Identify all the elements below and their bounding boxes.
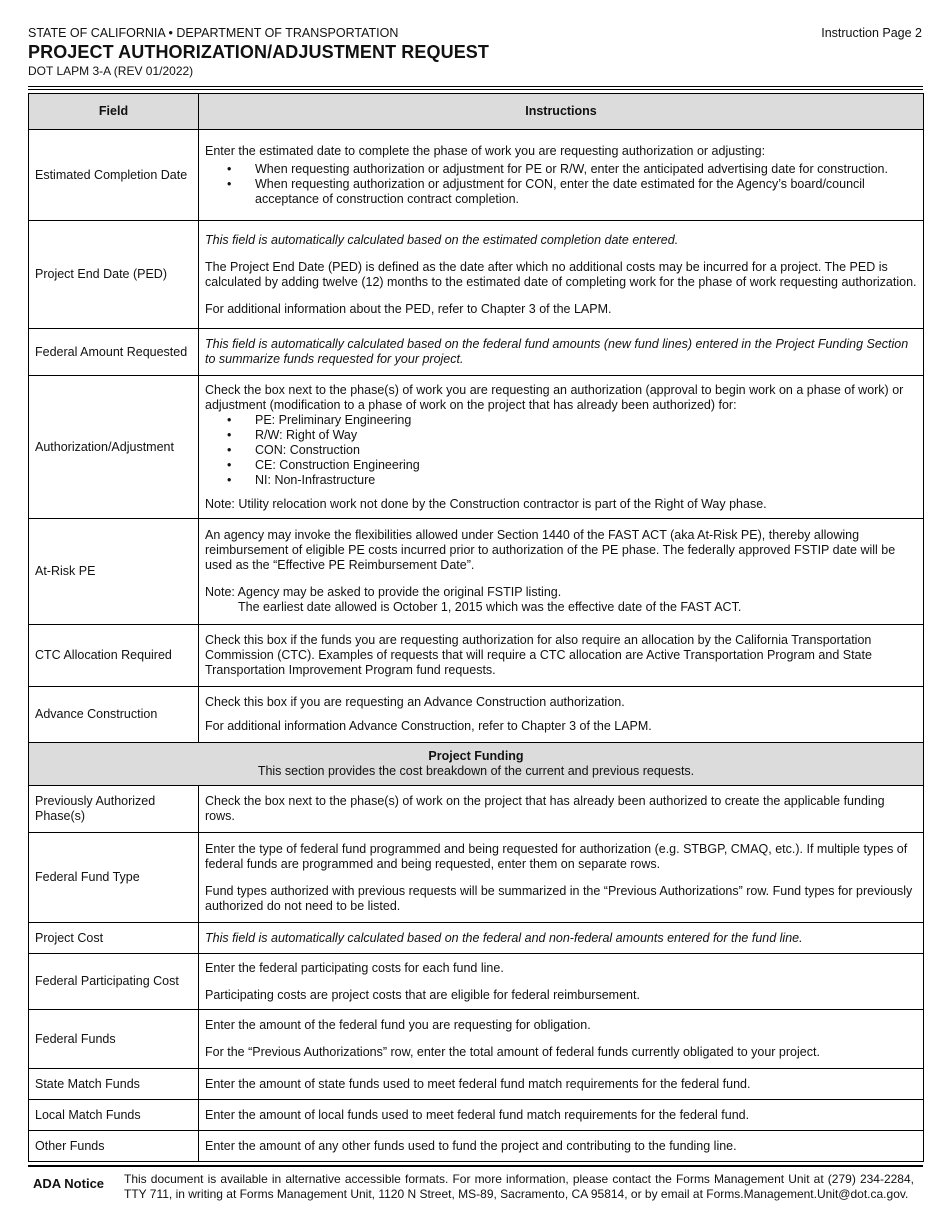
instruction-text: This field is automatically calculated based on the estimated completion date entered. [205, 232, 679, 247]
section-header-row [29, 743, 924, 786]
instruction-text: For additional information about the PED, refer to Chapter 3 of the LAPM. [205, 301, 612, 316]
instruction-text: Enter the estimated date to complete the phase of work you are requesting authorization or adjusting: [205, 143, 766, 158]
table-row [29, 519, 924, 625]
table-row [29, 1131, 924, 1162]
list-item: • PE: Preliminary Engineering [205, 413, 917, 428]
instruction-text: Check this box if you are requesting an Advance Construction authorization. [205, 695, 625, 709]
form-header [28, 26, 489, 79]
ada-notice-text: This document is available in alternative accessible formats. For more information, please contact the Forms Management Unit at (279) 234-2284, TTY 711, in writing at Forms Management Unit, 1120 N Street, MS-89, Sacramento, CA 95814, or by email at Forms.Management.Unit@dot.ca.gov. [124, 1172, 914, 1201]
instruction-cell [199, 833, 924, 923]
instruction-cell [199, 687, 924, 743]
field-cell: Project End Date (PED) [29, 221, 199, 329]
field-cell: State Match Funds [29, 1069, 199, 1100]
instruction-cell [199, 376, 924, 519]
header-divider-top [28, 86, 923, 87]
form-title: PROJECT AUTHORIZATION/ADJUSTMENT REQUEST [28, 42, 490, 62]
instruction-cell [199, 130, 924, 221]
table-row [29, 1069, 924, 1100]
field-cell: Federal Amount Requested [29, 329, 199, 376]
section-header [29, 743, 924, 786]
instruction-text: For the “Previous Authorizations” row, enter the total amount of federal funds currently obligated to your project. [205, 1045, 820, 1059]
table-header-row [29, 94, 924, 130]
instruction-cell: Enter the amount of local funds used to meet federal fund match requirements for the federal fund. [199, 1100, 924, 1131]
bullet-list [205, 162, 917, 207]
list-item: • When requesting authorization or adjustment for CON, enter the date estimated for the Agency’s board/council acceptance of construction contract completion. [205, 177, 917, 207]
agency-line: STATE OF CALIFORNIA • DEPARTMENT OF TRANSPORTATION [28, 26, 399, 40]
instruction-note: The earliest date allowed is October 1, 2015 which was the effective date of the FAST ACT. [238, 600, 742, 614]
field-cell: Federal Participating Cost [29, 954, 199, 1010]
field-column-header: Field [29, 94, 199, 130]
instruction-note: Note: Agency may be asked to provide the original FSTIP listing. [205, 585, 562, 599]
section-title: Project Funding [428, 749, 524, 763]
field-cell: CTC Allocation Required [29, 625, 199, 687]
instruction-text: Enter the type of federal fund programmed and being requested for authorization (e.g. STBGP, CMAQ, etc.). If multiple types of federal funds are programmed and being requested, enter them on separate rows. [205, 841, 908, 871]
list-item: • R/W: Right of Way [205, 428, 917, 443]
section-subtitle: This section provides the cost breakdown of the current and previous requests. [257, 764, 695, 778]
instruction-text: For additional information Advance Construction, refer to Chapter 3 of the LAPM. [205, 719, 652, 733]
instruction-cell [199, 519, 924, 625]
field-cell: Other Funds [29, 1131, 199, 1162]
table-row [29, 1100, 924, 1131]
instruction-text: The Project End Date (PED) is defined as the date after which no additional costs may be incurred for a project. The PED is calculated by adding twelve (12) months to the estimated date of completing work for the phase of work requesting authorization. [205, 259, 917, 289]
instruction-text: Fund types authorized with previous requests will be summarized in the “Previous Authorizations” row. Fund types for previously authorized do not need to be listed. [205, 883, 913, 913]
instruction-cell: Check this box if the funds you are requesting authorization for also require an allocation by the California Transportation Commission (CTC). Examples of requests that will require a CTC allocation are Active Transportation Program and State Transportation Improvement Program fund requests. [199, 625, 924, 687]
instruction-cell: Enter the amount of state funds used to meet federal fund match requirements for the federal fund. [199, 1069, 924, 1100]
table-row [29, 833, 924, 923]
table-row [29, 923, 924, 954]
table-row [29, 954, 924, 1010]
table-row [29, 786, 924, 833]
instructions-table [28, 93, 924, 1162]
instruction-text: Participating costs are project costs that are eligible for federal reimbursement. [205, 987, 640, 1002]
instruction-cell: Enter the amount of any other funds used to fund the project and contributing to the funding line. [199, 1131, 924, 1162]
table-row [29, 376, 924, 519]
list-item: • CE: Construction Engineering [205, 458, 917, 473]
list-item: • CON: Construction [205, 443, 917, 458]
field-cell: Project Cost [29, 923, 199, 954]
instructions-column-header: Instructions [199, 94, 924, 130]
field-cell: Local Match Funds [29, 1100, 199, 1131]
instruction-cell: This field is automatically calculated based on the federal and non-federal amounts entered for the fund line. [199, 923, 924, 954]
instruction-cell: This field is automatically calculated based on the federal fund amounts (new fund lines) entered in the Project Funding Section to summarize funds requested for your project. [199, 329, 924, 376]
field-cell: Federal Funds [29, 1010, 199, 1069]
field-cell: Previously Authorized Phase(s) [29, 786, 199, 833]
instruction-text: Check the box next to the phase(s) of work you are requesting an authorization (approval to begin work on a phase of work) or adjustment (modification to a phase of work on the project that has already been authorized) for: [205, 382, 904, 412]
instruction-text: An agency may invoke the flexibilities allowed under Section 1440 of the FAST ACT (aka At-Risk PE), thereby allowing reimbursement of eligible PE costs incurred prior to authorization of the PE phase. The federally approved FSTIP date will be used as the “Effective PE Reimbursement Date”. [205, 528, 896, 572]
instruction-text: Enter the amount of the federal fund you are requesting for obligation. [205, 1018, 591, 1032]
table-row [29, 625, 924, 687]
field-cell: Authorization/Adjustment [29, 376, 199, 519]
field-cell: Advance Construction [29, 687, 199, 743]
instruction-cell: Check the box next to the phase(s) of work on the project that has already been authorized to create the applicable funding rows. [199, 786, 924, 833]
field-cell: Federal Fund Type [29, 833, 199, 923]
field-cell: At-Risk PE [29, 519, 199, 625]
instruction-text: Enter the federal participating costs for each fund line. [205, 960, 504, 975]
list-item: • When requesting authorization or adjustment for PE or R/W, enter the anticipated advertising date for construction. [205, 162, 917, 177]
table-row [29, 221, 924, 329]
header-divider-bottom [28, 89, 923, 90]
instruction-cell [199, 221, 924, 329]
table-row [29, 329, 924, 376]
form-number: DOT LAPM 3-A (REV 01/2022) [28, 64, 194, 78]
field-cell: Estimated Completion Date [29, 130, 199, 221]
ada-notice-label: ADA Notice [33, 1176, 105, 1191]
table-row [29, 1010, 924, 1069]
table-row [29, 130, 924, 221]
instruction-note: Note: Utility relocation work not done by the Construction contractor is part of the Right of Way phase. [205, 496, 767, 511]
instruction-cell [199, 1010, 924, 1069]
table-row [29, 687, 924, 743]
instruction-cell [199, 954, 924, 1010]
footer-divider [28, 1165, 923, 1167]
page-label: Instruction Page 2 [821, 26, 922, 40]
list-item: • NI: Non-Infrastructure [205, 473, 917, 488]
bullet-list [205, 413, 917, 488]
